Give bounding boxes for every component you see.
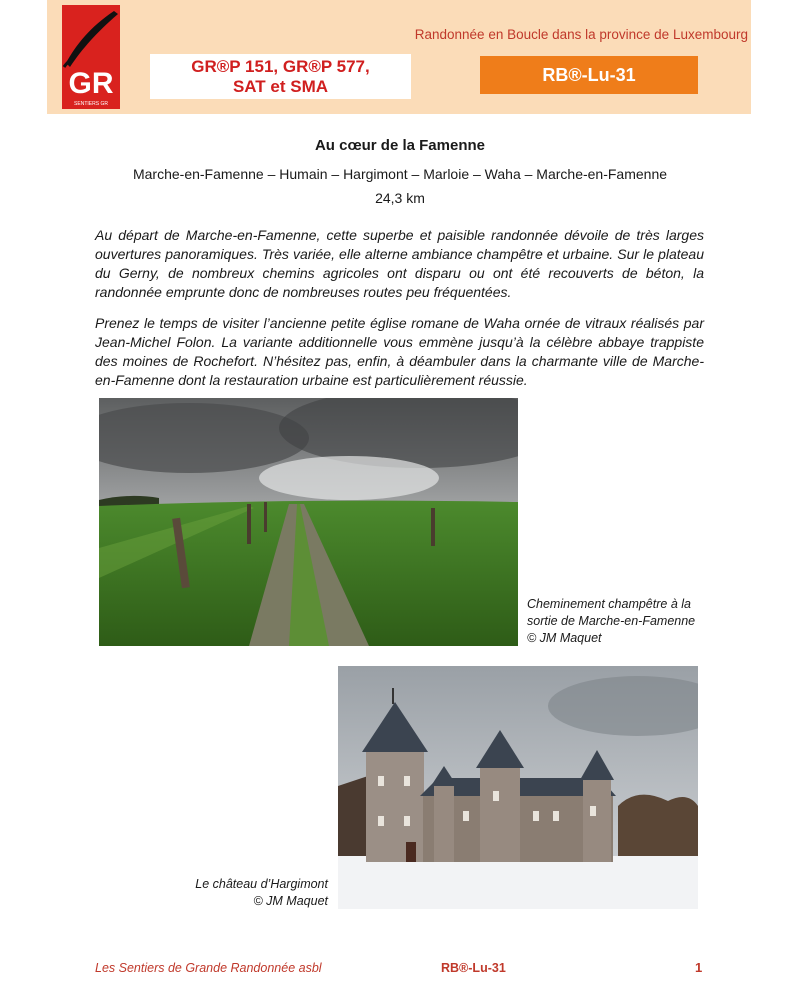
logo-text: GR: [68, 67, 114, 100]
photo1-caption-line2: sortie de Marche-en-Famenne: [527, 614, 696, 628]
rb-code-box: RB®-Lu-31: [480, 56, 698, 94]
photo2-caption-line1: Le château d’Hargimont: [195, 877, 328, 891]
photo-hargimont-castle: [338, 666, 698, 909]
photo2-caption: [195, 876, 328, 910]
intro-paragraph-2: Prenez le temps de visiter l’ancienne petite église romane de Waha ornée de vitraux réalisés par Jean-Michel Folon. La variante additionnelle vous emmène jusqu’à la célèbre abbaye trappiste des moines de Rochefort. N’hésitez pas, enfin, à déambuler dans la charmante ville de Marche-en-Famenne dont la restauration urbaine est particulièrement réussie.: [95, 315, 704, 388]
gr-logo: [62, 5, 120, 109]
route-distance: 24,3 km: [375, 190, 425, 206]
gr-routes-box: [150, 54, 411, 99]
header-tagline: Randonnée en Boucle dans la province de Luxembourg: [414, 27, 748, 42]
logo-subtext: SENTIERS GR: [74, 101, 108, 107]
gr-routes-line1: GR®P 151, GR®P 577,: [191, 57, 370, 76]
photo1-caption: [527, 596, 695, 647]
footer-organization: Les Sentiers de Grande Randonnée asbl: [95, 961, 322, 975]
page-title: Au cœur de la Famenne: [314, 137, 486, 154]
gr-routes-line2: SAT et SMA: [232, 77, 329, 96]
footer-code: RB®-Lu-31: [441, 961, 506, 975]
photo-countryside-path: [99, 398, 518, 646]
page-number: 1: [695, 960, 703, 975]
photo1-caption-line1: Cheminement champêtre à la: [527, 597, 691, 611]
photo1-caption-credit: © JM Maquet: [527, 631, 602, 645]
photo2-caption-credit: © JM Maquet: [253, 894, 328, 908]
route-itinerary: Marche-en-Famenne – Humain – Hargimont – Marloie – Waha – Marche-en-Famenne: [132, 166, 668, 182]
intro-paragraph-1: Au départ de Marche-en-Famenne, cette superbe et paisible randonnée dévoile de très larges ouvertures panoramiques. Très variée, elle alterne ambiance champêtre et urbaine. Sur le plateau du Gerny, de nombreux chemins agricoles ont disparu ou ont été recouverts de béton, la randonnée emprunte donc de nombreuses routes peu fréquentées.: [95, 227, 704, 300]
